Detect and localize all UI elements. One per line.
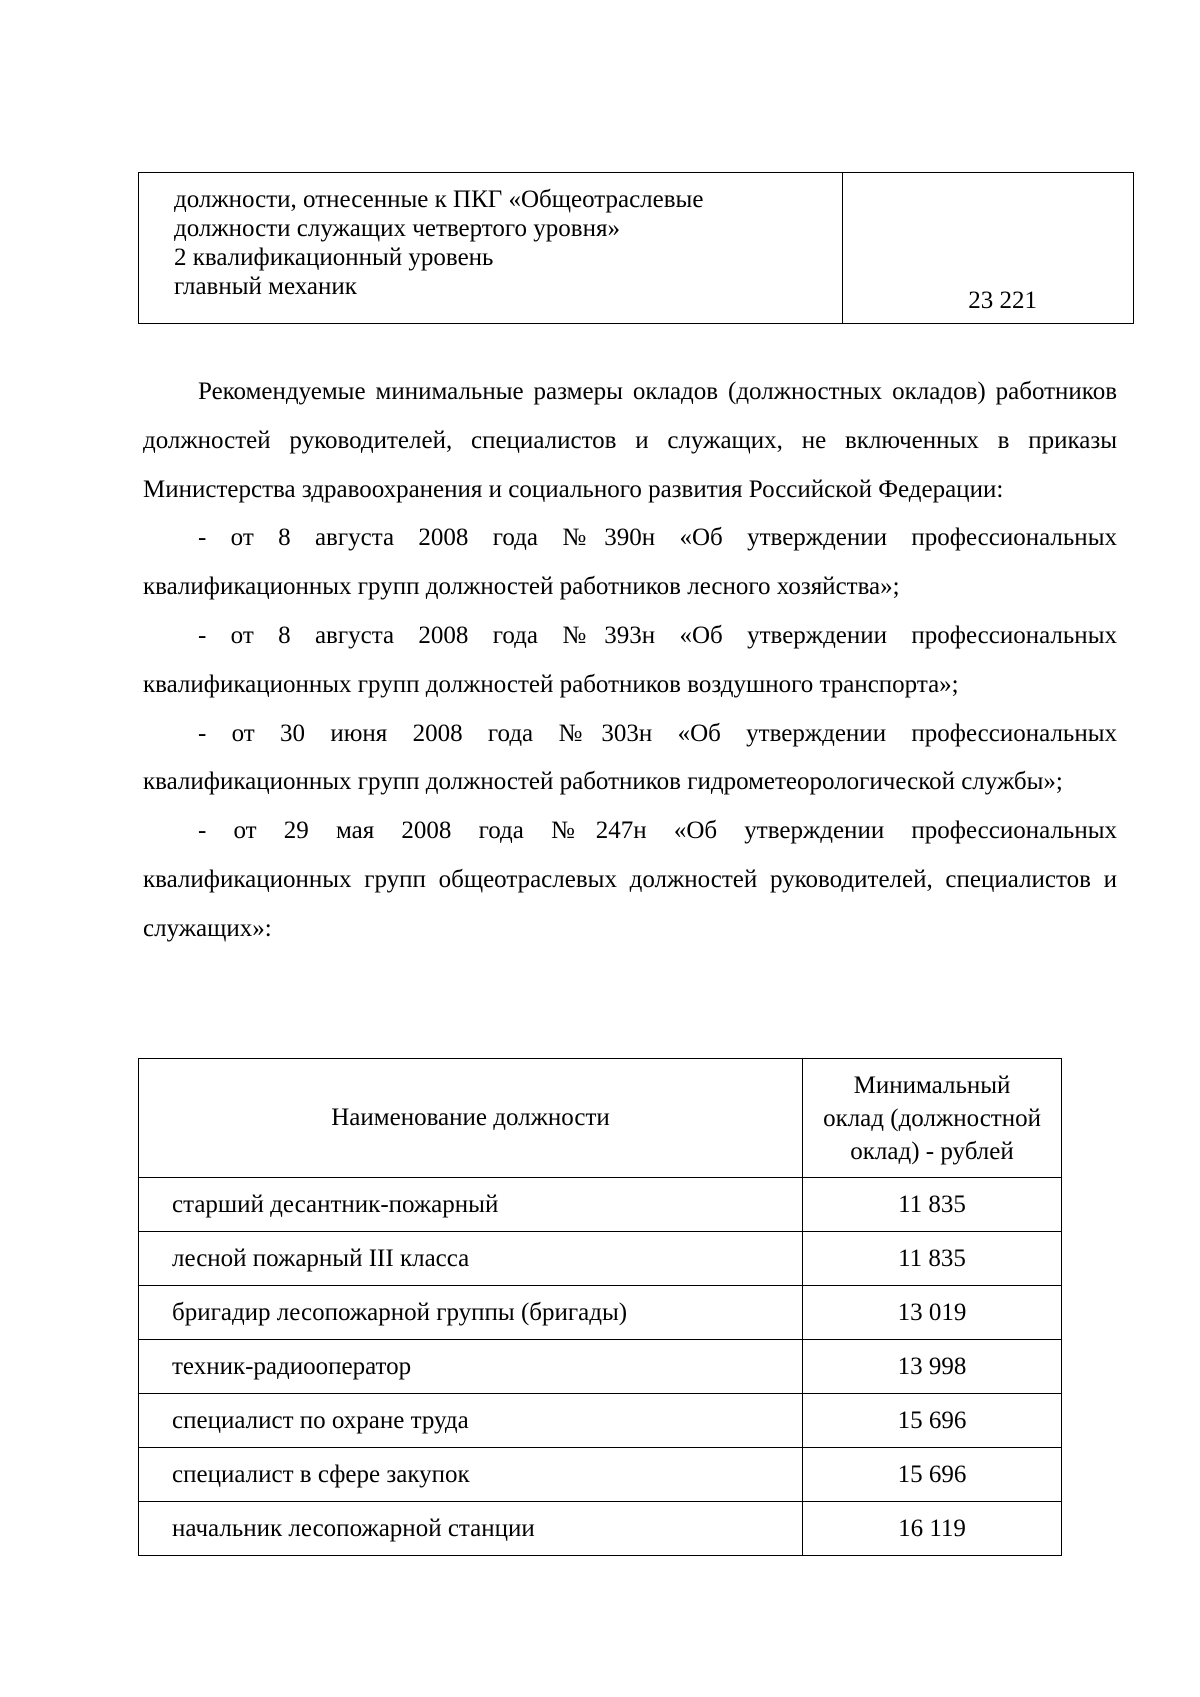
position-name: специалист по охране труда	[139, 1394, 803, 1448]
salary-value: 15 696	[803, 1448, 1062, 1502]
top-table-name-line: 2 квалификационный уровень	[174, 244, 494, 271]
top-table-name-line: должности, отнесенные к ПКГ «Общеотраслевые	[174, 186, 704, 213]
header-min-salary-line: оклад) - рублей	[850, 1137, 1014, 1165]
position-name: бригадир лесопожарной группы (бригады)	[139, 1286, 803, 1340]
table-row	[139, 1394, 1062, 1448]
table-row	[139, 173, 1134, 324]
salary-value: 11 835	[803, 1178, 1062, 1232]
salary-value: 13 998	[803, 1340, 1062, 1394]
table-row	[139, 1286, 1062, 1340]
header-min-salary-line: оклад (должностной	[823, 1104, 1041, 1132]
paragraph-order-303n: - от 30 июня 2008 года №303н «Об утверждении профессиональных квалификационных групп должностей работников гидрометеорологической службы»;	[143, 719, 1117, 796]
header-min-salary-line: Минимальный	[853, 1071, 1011, 1099]
salary-table	[138, 1058, 1062, 1556]
top-table-name-line: должности служащих четвертого уровня»	[174, 215, 620, 242]
table-header-row	[139, 1059, 1062, 1178]
table-row	[139, 1232, 1062, 1286]
top-table-name-cell	[139, 173, 843, 324]
header-position-name: Наименование должности	[139, 1059, 803, 1178]
table-row	[139, 1502, 1062, 1556]
body-text	[143, 368, 1117, 954]
position-name: техник-радиооператор	[139, 1340, 803, 1394]
paragraph-order-390n: - от 8 августа 2008 года №390н «Об утверждении профессиональных квалификационных групп должностей работников лесного хозяйства»;	[143, 524, 1117, 601]
salary-value: 15 696	[803, 1394, 1062, 1448]
salary-value: 16 119	[803, 1502, 1062, 1556]
position-name: лесной пожарный III класса	[139, 1232, 803, 1286]
position-name: старший десантник-пожарный	[139, 1178, 803, 1232]
top-table	[138, 172, 1134, 324]
table-row	[139, 1340, 1062, 1394]
salary-value: 13 019	[803, 1286, 1062, 1340]
table-row	[139, 1448, 1062, 1502]
header-min-salary	[803, 1059, 1062, 1178]
top-table-name-line: главный механик	[174, 273, 357, 300]
paragraph-order-247n: - от 29 мая 2008 года №247н «Об утверждении профессиональных квалификационных групп общеотраслевых должностей руководителей, специалистов и служащих»:	[143, 817, 1117, 942]
salary-value: 11 835	[803, 1232, 1062, 1286]
paragraph-intro: Рекомендуемые минимальные размеры окладов (должностных окладов) работников должностей руководителей, специалистов и служащих, не включенных в приказы Министерства здравоохранения и социального развития Российской Федерации:	[143, 378, 1117, 503]
table-row	[139, 1178, 1062, 1232]
position-name: начальник лесопожарной станции	[139, 1502, 803, 1556]
paragraph-order-393n: - от 8 августа 2008 года №393н «Об утверждении профессиональных квалификационных групп должностей работников воздушного транспорта»;	[143, 621, 1117, 698]
top-table-value-cell: 23 221	[842, 173, 1133, 324]
position-name: специалист в сфере закупок	[139, 1448, 803, 1502]
